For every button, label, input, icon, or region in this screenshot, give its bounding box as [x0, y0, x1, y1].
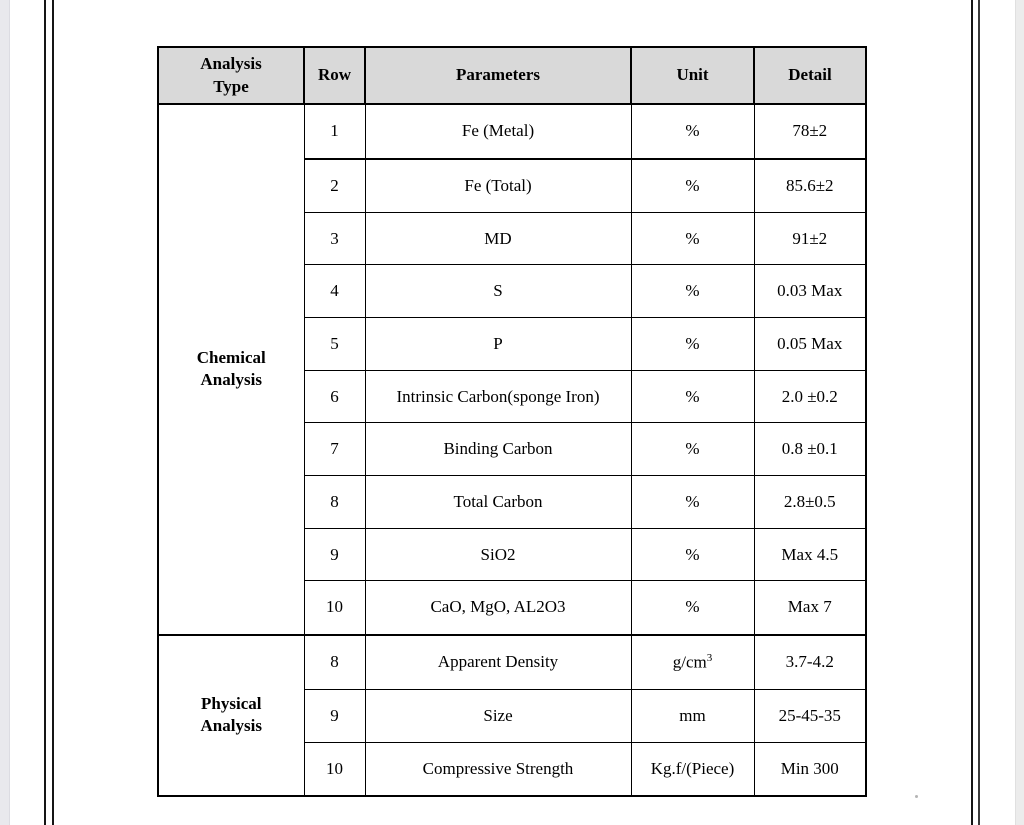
header-row — [158, 47, 866, 104]
column-header-unit — [631, 47, 754, 104]
parameter-cell: SiO2 — [365, 528, 631, 581]
table-row — [158, 104, 866, 159]
parameter-cell: Size — [365, 690, 631, 743]
detail-cell: 0.8 ±0.1 — [754, 423, 866, 476]
column-header-label: Unit — [676, 65, 709, 85]
parameter-cell: Binding Carbon — [365, 423, 631, 476]
detail-cell: 3.7-4.2 — [754, 635, 866, 690]
scan-artifact-dot — [915, 795, 918, 798]
row-number-cell: 9 — [304, 690, 365, 743]
unit-cell: % — [631, 370, 754, 423]
parameter-cell: Apparent Density — [365, 635, 631, 690]
parameter-cell: S — [365, 265, 631, 318]
table-body — [158, 104, 866, 796]
parameter-cell: P — [365, 318, 631, 371]
row-number-cell: 3 — [304, 212, 365, 265]
table-row — [158, 635, 866, 690]
section-label: Chemical Analysis — [196, 348, 266, 390]
unit-cell: % — [631, 159, 754, 213]
detail-cell: Max 7 — [754, 581, 866, 635]
row-number-cell: 6 — [304, 370, 365, 423]
unit-cell: Kg.f/(Piece) — [631, 742, 754, 796]
viewer-gutter-right — [1015, 0, 1024, 825]
detail-cell: 0.05 Max — [754, 318, 866, 371]
section-label-cell — [158, 104, 304, 635]
unit-cell: % — [631, 104, 754, 159]
detail-cell: 78±2 — [754, 104, 866, 159]
section-label: Physical Analysis — [200, 694, 262, 736]
unit-cell: % — [631, 476, 754, 529]
column-header-label: Analysis Type — [200, 54, 262, 96]
unit-cell: % — [631, 265, 754, 318]
row-number-cell: 4 — [304, 265, 365, 318]
parameter-cell: Intrinsic Carbon(sponge Iron) — [365, 370, 631, 423]
column-header-row — [304, 47, 365, 104]
detail-cell: 85.6±2 — [754, 159, 866, 213]
column-header-parameters — [365, 47, 631, 104]
section-label-cell — [158, 635, 304, 796]
parameter-cell: Total Carbon — [365, 476, 631, 529]
page-border-left — [44, 0, 54, 825]
column-header-analysis-type — [158, 47, 304, 104]
parameter-cell: MD — [365, 212, 631, 265]
analysis-spec-table — [157, 46, 867, 797]
unit-cell: % — [631, 318, 754, 371]
parameter-cell: Compressive Strength — [365, 742, 631, 796]
unit-cell: mm — [631, 690, 754, 743]
detail-cell: Min 300 — [754, 742, 866, 796]
unit-cell: % — [631, 423, 754, 476]
unit-cell: $g/cm^3$ — [631, 635, 754, 690]
row-number-cell: 8 — [304, 476, 365, 529]
unit-cell: % — [631, 528, 754, 581]
row-number-cell: 9 — [304, 528, 365, 581]
row-number-cell: 10 — [304, 581, 365, 635]
row-number-cell: 7 — [304, 423, 365, 476]
table-header — [158, 47, 866, 104]
unit-cell: % — [631, 581, 754, 635]
row-number-cell: 10 — [304, 742, 365, 796]
detail-cell: 2.8±0.5 — [754, 476, 866, 529]
row-number-cell: 2 — [304, 159, 365, 213]
row-number-cell: 8 — [304, 635, 365, 690]
parameter-cell: CaO, MgO, AL2O3 — [365, 581, 631, 635]
detail-cell: 91±2 — [754, 212, 866, 265]
column-header-detail — [754, 47, 866, 104]
detail-cell: 2.0 ±0.2 — [754, 370, 866, 423]
column-header-label: Detail — [788, 65, 832, 85]
column-header-label: Parameters — [455, 65, 540, 85]
row-number-cell: 1 — [304, 104, 365, 159]
column-header-label: Row — [317, 65, 352, 85]
detail-cell: 0.03 Max — [754, 265, 866, 318]
parameter-cell: Fe (Metal) — [365, 104, 631, 159]
parameter-cell: Fe (Total) — [365, 159, 631, 213]
page-border-right — [971, 0, 980, 825]
detail-cell: Max 4.5 — [754, 528, 866, 581]
detail-cell: 25-45-35 — [754, 690, 866, 743]
viewer-gutter-left — [0, 0, 10, 825]
unit-cell: % — [631, 212, 754, 265]
row-number-cell: 5 — [304, 318, 365, 371]
